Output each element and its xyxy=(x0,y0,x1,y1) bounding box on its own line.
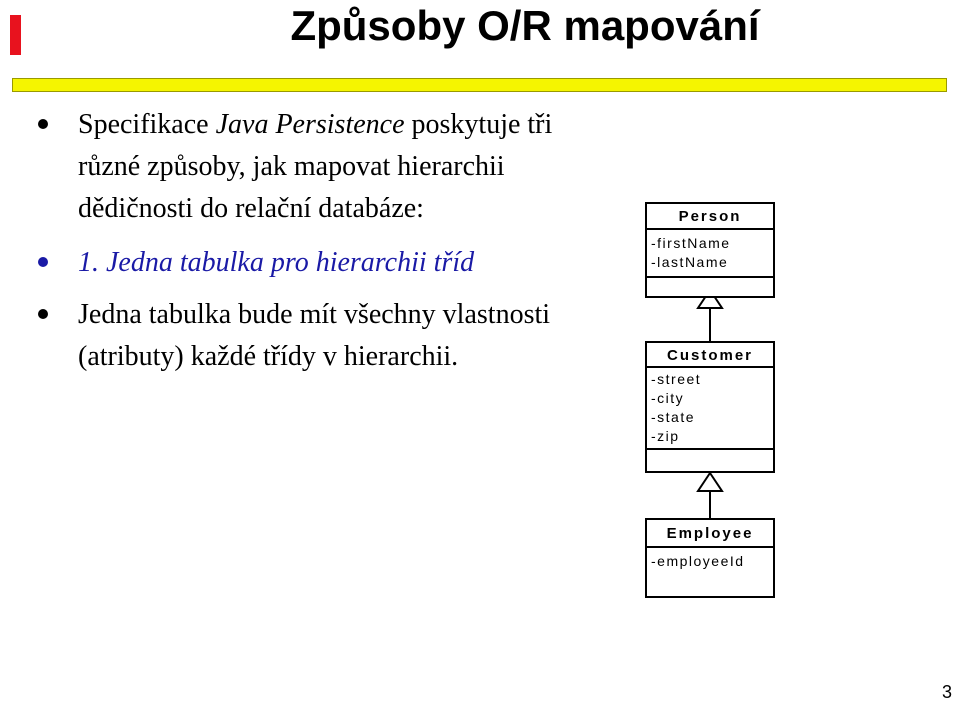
attribute: -state xyxy=(651,409,696,425)
bullet-dot xyxy=(38,309,48,319)
title-divider-bar xyxy=(12,78,947,92)
bullet-dot xyxy=(38,257,48,267)
bullet-text-italic: Java Persistence xyxy=(215,109,405,140)
bullet-text: Jedna tabulka bude mít všechny vlastnosti (atributy) každé třídy v hierarchii. xyxy=(78,299,551,372)
bullet-item-intro xyxy=(38,104,578,230)
bullet-item-description xyxy=(38,294,578,378)
uml-class-customer xyxy=(645,341,775,473)
slide-title: Způsoby O/R mapování xyxy=(290,2,760,49)
bullet-text-before: Specifikace xyxy=(78,109,216,140)
class-name: Customer xyxy=(647,343,773,368)
uml-class-employee xyxy=(645,518,775,598)
bullet-text: 1. Jedna tabulka pro hierarchii tříd xyxy=(78,247,475,278)
attribute: -zip xyxy=(651,428,680,444)
bullet-dot xyxy=(38,119,48,129)
attribute: -firstName xyxy=(651,235,731,251)
bullet-list xyxy=(38,104,578,378)
class-name: Person xyxy=(647,204,773,230)
bullet-text-after: poskytuje tři různé způsoby, jak mapovat hierarchii dědičnosti do relační databáze: xyxy=(78,109,553,224)
bullet-item-strategy xyxy=(38,242,578,284)
uml-class-person xyxy=(645,202,775,298)
class-attributes xyxy=(647,230,773,278)
class-attributes xyxy=(647,548,773,574)
attribute: -employeeId xyxy=(651,553,745,569)
inheritance-arrow-customer xyxy=(698,473,722,491)
class-attributes xyxy=(647,368,773,450)
attribute: -lastName xyxy=(651,254,729,270)
class-name: Employee xyxy=(647,520,773,548)
attribute: -street xyxy=(651,371,702,387)
page-number: 3 xyxy=(941,682,952,702)
attribute: -city xyxy=(651,390,685,406)
